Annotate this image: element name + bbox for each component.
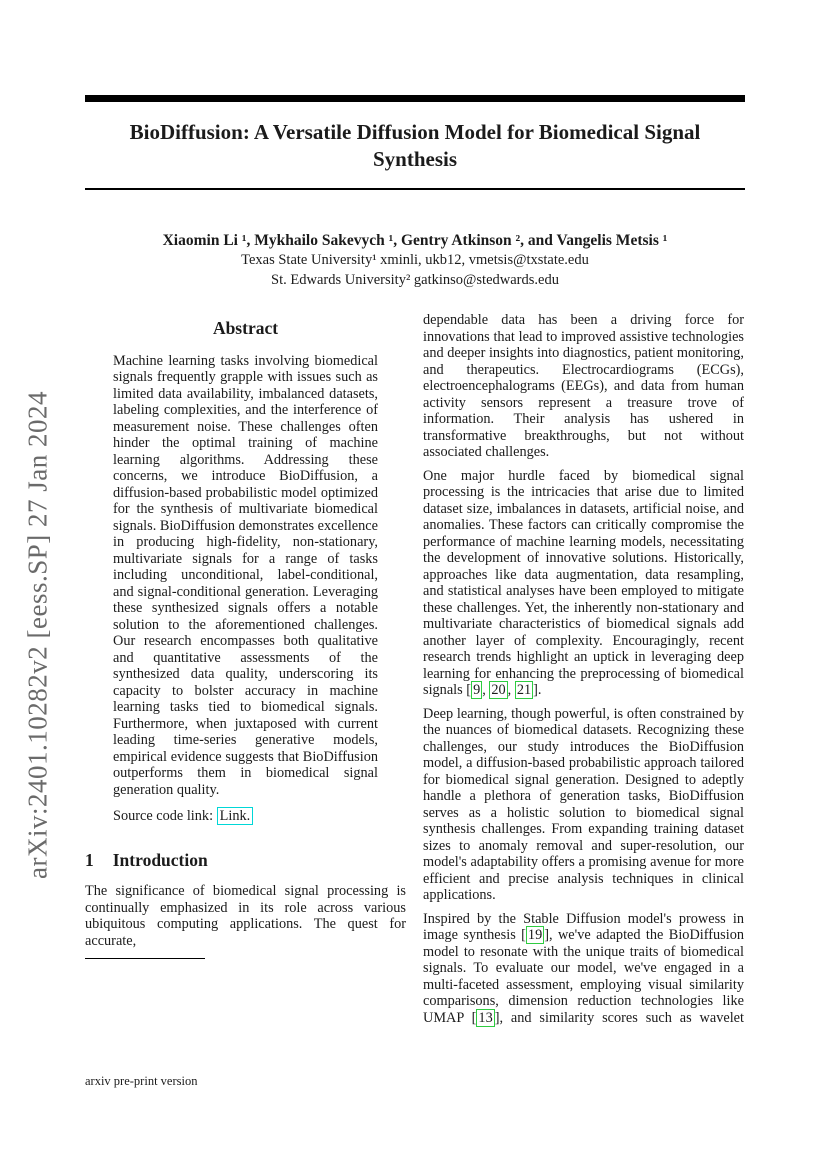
paragraph-3: Deep learning, though powerful, is often constrained by the nuances of biomedical datasets. Recognizing these challenges, our study introduces the BioDiffusion model, a diffusion-based probabilistic approach tailored for biomedical signal generation. Designed to adeptly handle a plethora of generation tasks, BioDiffusion serves as a holistic solution to biomedical signal synthesis challenges. From expanding training dataset sizes to anomaly removal and super-resolution, our model's adaptability offers a promising avenue for more efficient and precise analysis techniques in clinical applications. [423, 705, 744, 903]
citation-21[interactable]: 21 [516, 682, 532, 698]
footer-note: arxiv pre-print version [85, 1074, 198, 1088]
authors-block [85, 231, 745, 290]
paper-title [85, 119, 745, 173]
citation-19[interactable]: 19 [527, 927, 543, 943]
citation-13[interactable]: 13 [478, 1009, 493, 1026]
abstract-heading: Abstract [212, 318, 279, 338]
section-1-number: 1 [85, 849, 94, 870]
paragraph-2-text: One major hurdle faced by biomedical signal processing is the intricacies that arise due to limited dataset size, imbalances in datasets, artificial noise, and anomalies. These factors can critically compromise the performance of machine learning models, necessitating the development of innovative solutions. Historically, approaches like data augmentation, data resampling, and statistical analyses have been employed to mitigate these challenges. Yet, the inherently non-stationary and multivariate characteristics of biomedical signals add another layer of complexity. Encouragingly, recent research trends highlight an uptick in leveraging deep learning for enhancing the preprocessing of biomedical signals [ [423, 467, 744, 698]
abstract-body: Machine learning tasks involving biomedical signals frequently grapple with issues such as limited data availability, imbalanced datasets, labeling complexities, and the interference of measurement noise. These challenges often hinder the optimal training of machine learning algorithms. Addressing these concerns, we introduce BioDiffusion, a diffusion-based probabilistic model optimized for the synthesis of multivariate biomedical signals. BioDiffusion demonstrates excellence in producing high-fidelity, non-stationary, multivariate signals for a range of tasks including unconditional, label-conditional, and signal-conditional generation. Leveraging these synthesized signals offers a notable solution to the aforementioned challenges. Our research encompasses both qualitative and quantitative assessments of the synthesized data quality, underscoring its capacity to bolster accuracy in machine learning tasks tied to biomedical signals. Furthermore, when juxtaposed with current leading time-series generative models, empirical evidence suggests that BioDiffusion outperforms them in biomedical signal generation quality. [113, 352, 378, 798]
paper-title-line1: BioDiffusion: A Versatile Diffusion Model for Biomedical Signal [129, 120, 701, 144]
source-code-link[interactable]: Link. [217, 807, 254, 825]
section-1-title: Introduction [112, 849, 208, 870]
affiliation-line-2: St. Edwards University² gatkinso@stedwards.edu [271, 272, 559, 288]
paragraph-4-text-b: ], we've adapted the BioDiffusion model to resonate with the unique traits of biomedical signals. To evaluate our model, we've engaged in a multi-faceted assessment, employing visual similarity comparisons, dimension reduction technologies like UMAP [ [423, 927, 744, 1026]
two-column-body [85, 312, 745, 1026]
source-code-line [113, 808, 378, 825]
paragraph-4 [423, 911, 744, 1027]
affiliation-line-1: Texas State University¹ xminli, ukb12, vmetsis@txstate.edu [241, 252, 589, 268]
paragraph-1: dependable data has been a driving force for innovations that lead to improved assistive technologies and deeper insights into diagnostics, patient monitoring, and therapeutics. Electrocardiograms (ECGs), electroencephalograms (EEGs), and data from human activity sensors represent a treasure trove of information. Their analysis has ushered in transformative breakthroughs, but not without associated challenges. [423, 312, 744, 460]
citation-20[interactable]: 20 [491, 682, 506, 698]
citation-9[interactable]: 9 [473, 682, 481, 698]
authors-line: Xiaomin Li ¹, Mykhailo Sakevych ¹, Gentry Atkinson ², and Vangelis Metsis ¹ [162, 232, 668, 249]
source-code-label: Source code link: [113, 808, 214, 824]
section-1-heading [85, 849, 406, 870]
arxiv-watermark: arXiv:2401.10282v2 [eess.SP] 27 Jan 2024 [22, 391, 53, 879]
paragraph-2 [423, 468, 744, 699]
title-rule [85, 188, 745, 190]
paper-page [85, 95, 745, 1026]
footnote-rule [85, 958, 205, 959]
right-column [423, 312, 744, 1026]
paragraph-2-end: ]. [533, 682, 542, 698]
paper-title-line2: Synthesis [372, 147, 458, 171]
paragraph-4-text-a: Inspired by the Stable Diffusion model's prowess in image synthesis [ [423, 910, 744, 943]
citation-separator: , [482, 682, 490, 698]
left-column [85, 312, 406, 959]
top-rule [85, 95, 745, 102]
citation-separator: , [507, 682, 515, 698]
introduction-paragraph: The significance of biomedical signal processing is continually emphasized in its role across various ubiquitous computing applications. The quest for accurate, [85, 883, 406, 949]
paragraph-4-text-c: ], and similarity scores such as wavelet [494, 1009, 744, 1026]
